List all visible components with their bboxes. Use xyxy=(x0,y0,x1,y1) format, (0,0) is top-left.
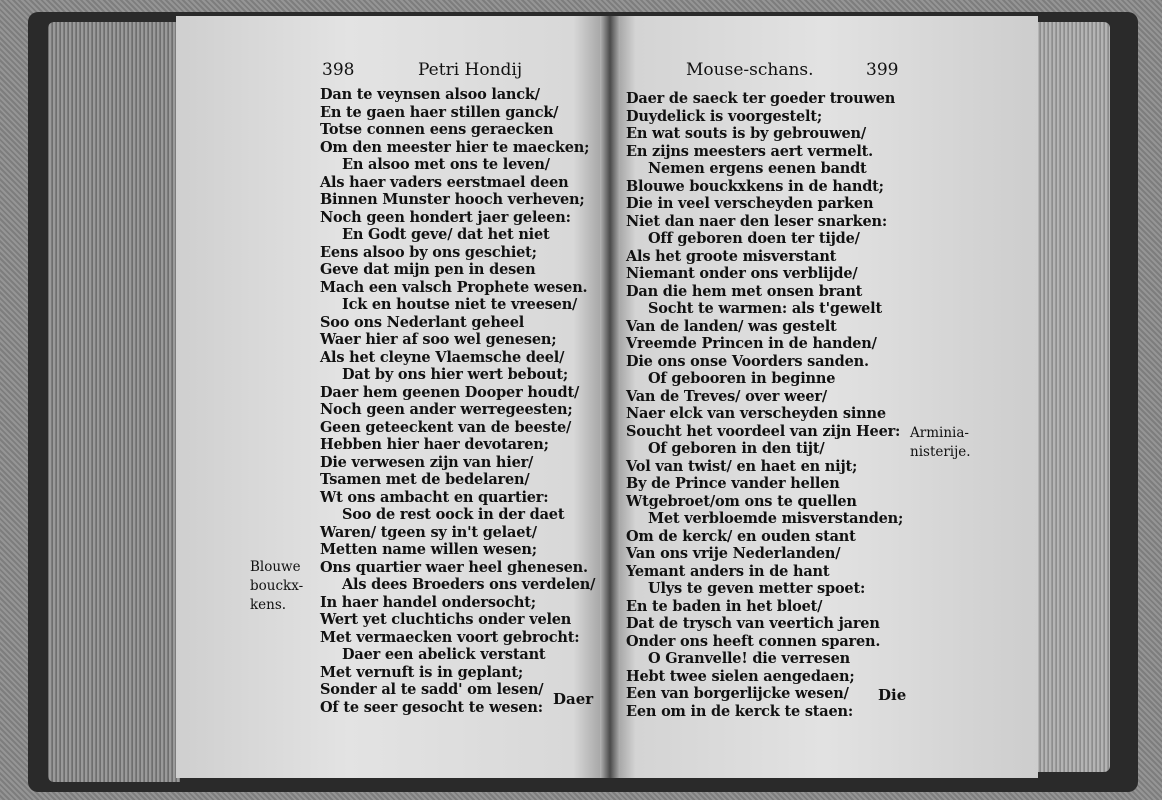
right-verse-line: Die ons onse Voorders sanden. xyxy=(626,352,869,370)
left-verse-line: En te gaen haer stillen ganck/ xyxy=(320,103,559,121)
left-verse-line: Waer hier af soo wel genesen; xyxy=(320,331,557,348)
left-verse-line: Als dees Broeders ons verdelen/ xyxy=(342,576,596,593)
left-note-line: bouckx- xyxy=(250,578,304,594)
left-verse-line: Sonder al te sadd' om lesen/ xyxy=(320,681,544,698)
right-page-text xyxy=(626,90,903,720)
left-verse-line: En alsoo met ons te leven/ xyxy=(342,156,550,173)
right-verse-line: Socht te warmen: als t'gewelt xyxy=(648,300,882,317)
left-verse-line: Als haer vaders eerstmael deen xyxy=(320,173,569,191)
right-verse-line: Met verbloemde misverstanden; xyxy=(648,510,904,527)
right-margin-note xyxy=(910,424,971,462)
right-verse-line: Om de kerck/ en ouden stant xyxy=(626,527,856,545)
left-verse-line: Met vernuft is in geplant; xyxy=(320,663,523,681)
right-verse-line: En wat souts is by gebrouwen/ xyxy=(626,125,866,142)
left-verse-line: In haer handel ondersocht; xyxy=(320,593,536,611)
left-verse-line: Daer hem geenen Dooper houdt/ xyxy=(320,383,580,401)
right-page-edges xyxy=(1032,22,1110,772)
right-note-line: nisterije. xyxy=(910,444,971,460)
right-verse-line: Vreemde Princen in de handen/ xyxy=(626,335,877,352)
right-verse-line: Of geboren in den tijt/ xyxy=(648,440,825,457)
right-verse-line: Een van borgerlijcke wesen/ xyxy=(626,685,849,702)
right-verse-line: Naer elck van verscheyden sinne xyxy=(626,405,886,422)
left-verse-line: Soo de rest oock in der daet xyxy=(342,506,565,523)
book-gutter xyxy=(600,16,620,778)
left-verse-line: Totse connen eens geraecken xyxy=(320,121,554,138)
right-verse-line: Van de landen/ was gestelt xyxy=(626,317,837,335)
right-verse-line: Blouwe bouckxkens in de handt; xyxy=(626,177,884,195)
right-verse-line: Hebt twee sielen aengedaen; xyxy=(626,667,855,685)
right-verse-line: Nemen ergens eenen bandt xyxy=(648,160,867,177)
left-verse-line: Tsamen met de bedelaren/ xyxy=(320,471,530,488)
right-verse-line: Niemant onder ons verblijde/ xyxy=(626,265,858,282)
left-page-text xyxy=(320,86,595,716)
right-verse-line: Dat de trysch van veertich jaren xyxy=(626,615,880,632)
left-verse-line: Als het cleyne Vlaemsche deel/ xyxy=(320,348,565,366)
left-verse-line: Wert yet cluchtichs onder velen xyxy=(320,611,572,628)
left-margin-note xyxy=(250,558,303,615)
right-catchword: Die xyxy=(878,686,907,704)
left-verse-line: Geen geteeckent van de beeste/ xyxy=(320,418,572,436)
left-verse-line: Geve dat mijn pen in desen xyxy=(320,261,536,278)
left-note-line: Blouwe xyxy=(250,559,301,575)
left-verse-line: Eens alsoo by ons geschiet; xyxy=(320,243,537,261)
left-verse-line: Dan te veynsen alsoo lanck/ xyxy=(320,86,540,103)
right-verse-line: Die in veel verscheyden parken xyxy=(626,195,874,212)
left-verse-line: Die verwesen zijn van hier/ xyxy=(320,453,534,471)
left-verse-line: Dat by ons hier wert bebout; xyxy=(342,366,568,383)
left-verse-line: Waren/ tgeen sy in't gelaet/ xyxy=(320,523,537,541)
right-verse-line: Of gebooren in beginne xyxy=(648,370,836,387)
right-verse-line: Wtgebroet/om ons te quellen xyxy=(626,492,857,510)
right-verse-line: Ulys te geven metter spoet: xyxy=(648,580,866,597)
left-note-line: kens. xyxy=(250,597,287,613)
left-page-edges xyxy=(48,22,180,782)
left-verse-line: Met vermaecken voort gebrocht: xyxy=(320,628,580,646)
left-verse-line: Mach een valsch Prophete wesen. xyxy=(320,278,588,296)
left-running-head: Petri Hondij xyxy=(418,60,523,80)
right-running-head: Mouse-schans. xyxy=(686,60,814,80)
right-verse-line: Een om in de kerck te staen: xyxy=(626,702,854,720)
right-verse-line: Duydelick is voorgestelt; xyxy=(626,107,822,125)
right-verse-line: Van ons vrije Nederlanden/ xyxy=(626,545,841,562)
left-verse-line: Hebben hier haer devotaren; xyxy=(320,436,549,453)
left-verse-line: Binnen Munster hooch verheven; xyxy=(320,191,585,208)
left-verse-line: Noch geen ander werregeesten; xyxy=(320,401,573,418)
right-page-number: 399 xyxy=(866,60,899,80)
left-verse-line: Wt ons ambacht en quartier: xyxy=(320,488,549,506)
right-verse-line: Off geboren doen ter tijde/ xyxy=(648,230,860,247)
right-verse-line: Als het groote misverstant xyxy=(626,247,837,265)
right-note-line: Arminia- xyxy=(910,425,969,441)
right-verse-line: O Granvelle! die verresen xyxy=(648,650,850,667)
left-verse-line: Ick en houtse niet te vreesen/ xyxy=(342,296,578,313)
left-verse-line: Om den meester hier te maecken; xyxy=(320,138,590,156)
left-verse-line: Daer een abelick verstant xyxy=(342,646,546,663)
left-verse-line: Of te seer gesocht te wesen: xyxy=(320,698,543,716)
right-verse-line: En zijns meesters aert vermelt. xyxy=(626,142,874,160)
left-verse-line: En Godt geve/ dat het niet xyxy=(342,226,550,243)
right-verse-line: Onder ons heeft connen sparen. xyxy=(626,632,881,650)
right-verse-line: Soucht het voordeel van zijn Heer: xyxy=(626,422,901,440)
right-verse-line: Vol van twist/ en haet en nijt; xyxy=(626,457,858,475)
right-verse-line: Van de Treves/ over weer/ xyxy=(626,387,827,405)
left-verse-line: Metten name willen wesen; xyxy=(320,541,537,558)
left-verse-line: Ons quartier waer heel ghenesen. xyxy=(320,558,588,576)
right-verse-line: Dan die hem met onsen brant xyxy=(626,282,863,300)
right-verse-line: Daer de saeck ter goeder trouwen xyxy=(626,90,896,107)
right-verse-line: By de Prince vander hellen xyxy=(626,475,840,492)
left-verse-line: Soo ons Nederlant geheel xyxy=(320,313,525,331)
left-verse-line: Noch geen hondert jaer geleen: xyxy=(320,208,571,226)
right-verse-line: En te baden in het bloet/ xyxy=(626,597,823,615)
left-catchword: Daer xyxy=(553,690,594,708)
right-verse-line: Yemant anders in de hant xyxy=(626,562,830,580)
right-verse-line: Niet dan naer den leser snarken: xyxy=(626,212,887,230)
left-page-number: 398 xyxy=(322,60,355,80)
